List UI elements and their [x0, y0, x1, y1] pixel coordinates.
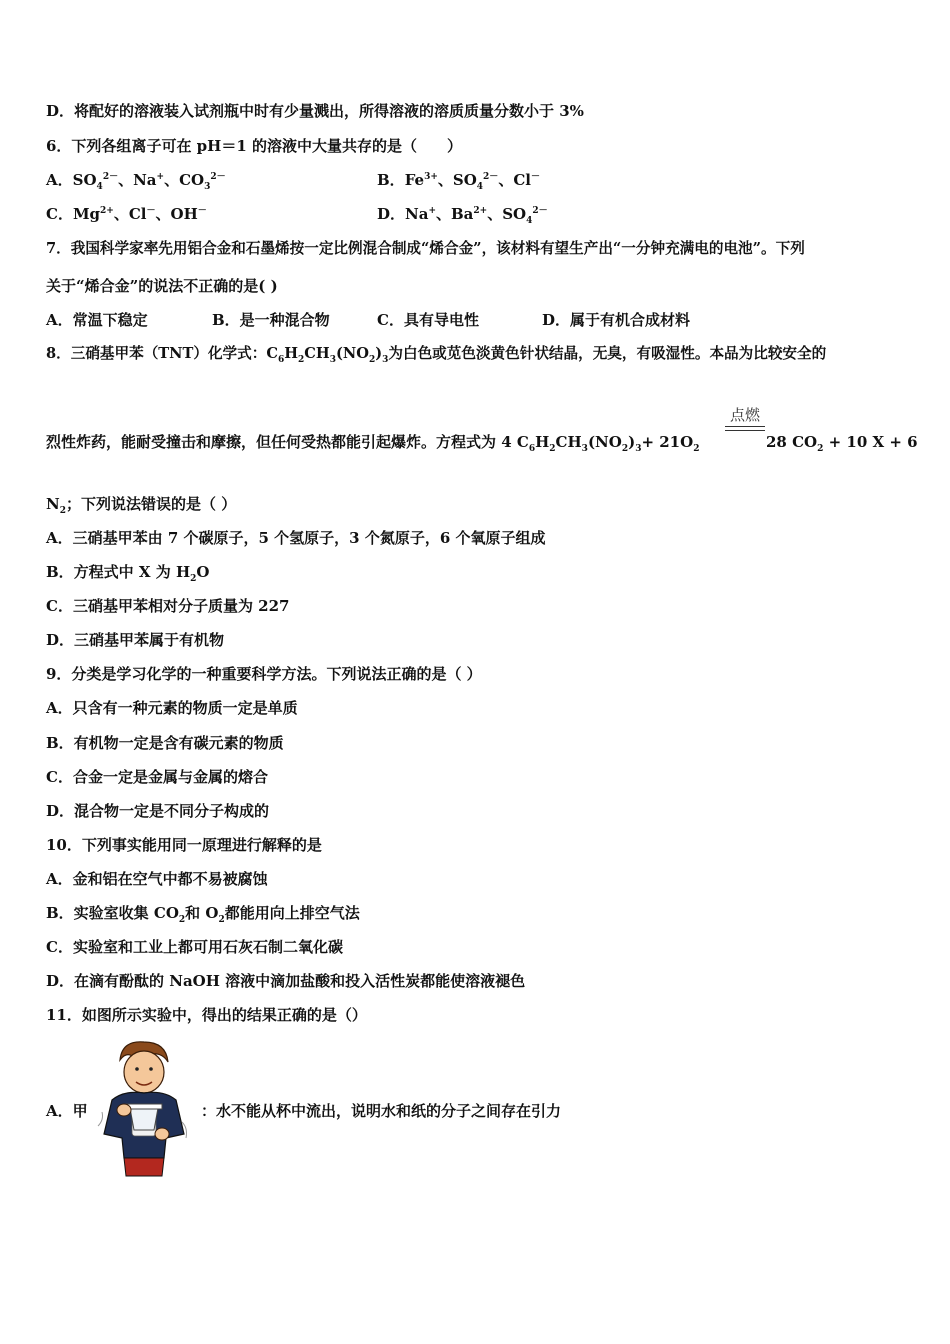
q6-stem: 6．下列各组离子可在 pH＝1 的溶液中大量共存的是（ ）	[46, 137, 462, 155]
boy-holding-cup-illustration	[92, 1038, 194, 1178]
reaction-condition-label: 点燃	[729, 406, 760, 424]
q7-option-b: B．是一种混合物	[212, 311, 330, 329]
q9-option-a: A．只含有一种元素的物质一定是单质	[46, 699, 298, 717]
q8-equation-left: 烈性炸药，能耐受撞击和摩擦，但任何受热都能引起爆炸。方程式为 4 $C_6H_2CH_3(NO_2)_3+ 21O_2$	[46, 433, 700, 454]
q8-option-a: A．三硝基甲苯由 7 个碳原子，5 个氢原子，3 个氮原子，6 个氧原子组成	[46, 529, 546, 547]
q8-stem-line3: $N_2$；下列说法错误的是（ ）	[46, 495, 237, 516]
q8-stem-line1: 8．三硝基甲苯（TNT）化学式：$C_6H_2CH_3(NO_2)_3$为白色或苋色淡黄色针状结晶，无臭，有吸湿性。本品为比较安全的	[46, 345, 827, 365]
q5-option-d: D．将配好的溶液装入试剂瓶中时有少量溅出，所得溶液的溶质质量分数小于 3%	[46, 102, 584, 120]
q10-option-d: D．在滴有酚酞的 NaOH 溶液中滴加盐酸和投入活性炭都能使溶液褪色	[46, 972, 526, 990]
q7-option-d: D．属于有机合成材料	[542, 311, 691, 329]
q8-option-d: D．三硝基甲苯属于有机物	[46, 631, 225, 649]
q7-stem-line2: 关于“烯合金”的说法不正确的是( )	[46, 277, 278, 295]
q10-option-a: A．金和铝在空气中都不易被腐蚀	[46, 870, 268, 888]
equation-double-bar-top	[725, 426, 765, 427]
q6-option-a: A．$SO_4^{2-}$、Na+、$CO_3^{2-}$	[46, 171, 226, 192]
q8-option-c: C．三硝基甲苯相对分子质量为 227	[46, 597, 290, 615]
q8-equation-right: 28 $CO_2 + 10$ X + 6	[766, 433, 918, 454]
q9-option-c: C．合金一定是金属与金属的熔合	[46, 768, 268, 786]
q10-stem: 10．下列事实能用同一原理进行解释的是	[46, 836, 322, 854]
q9-stem: 9．分类是学习化学的一种重要科学方法。下列说法正确的是（ ）	[46, 665, 482, 683]
q6-option-b: B．$Fe^{3+}$、$SO_4^{2-}$、Cl－	[377, 171, 540, 192]
q11-option-a-text: ：水不能从杯中流出，说明水和纸的分子之间存在引力	[201, 1102, 562, 1120]
q11-option-a-label: A．甲	[46, 1102, 88, 1120]
q11-stem: 11．如图所示实验中，得出的结果正确的是（）	[46, 1006, 367, 1024]
q6-option-c: C．$Mg^{2+}$、Cl－、OH－	[46, 205, 207, 223]
q9-option-b: B．有机物一定是含有碳元素的物质	[46, 734, 284, 752]
q9-option-d: D．混合物一定是不同分子构成的	[46, 802, 270, 820]
q8-option-b: B．方程式中 X 为 $H_2O$	[46, 563, 210, 584]
q10-option-c: C．实验室和工业上都可用石灰石制二氧化碳	[46, 938, 343, 956]
q10-option-b: B．实验室收集 $CO_2$和 $O_2$都能用向上排空气法	[46, 904, 360, 925]
q7-stem-line1: 7．我国科学家率先用铝合金和石墨烯按一定比例混合制成“烯合金”，该材料有望生产出“一分钟充满电的电池”。下列	[46, 240, 805, 257]
equation-double-bar-bottom	[725, 430, 765, 431]
q7-option-c: C．具有导电性	[377, 311, 479, 329]
q6-option-d: D．Na+、$Ba^{2+}$、$SO_4^{2-}$	[377, 205, 548, 226]
q7-option-a: A．常温下稳定	[46, 311, 148, 329]
